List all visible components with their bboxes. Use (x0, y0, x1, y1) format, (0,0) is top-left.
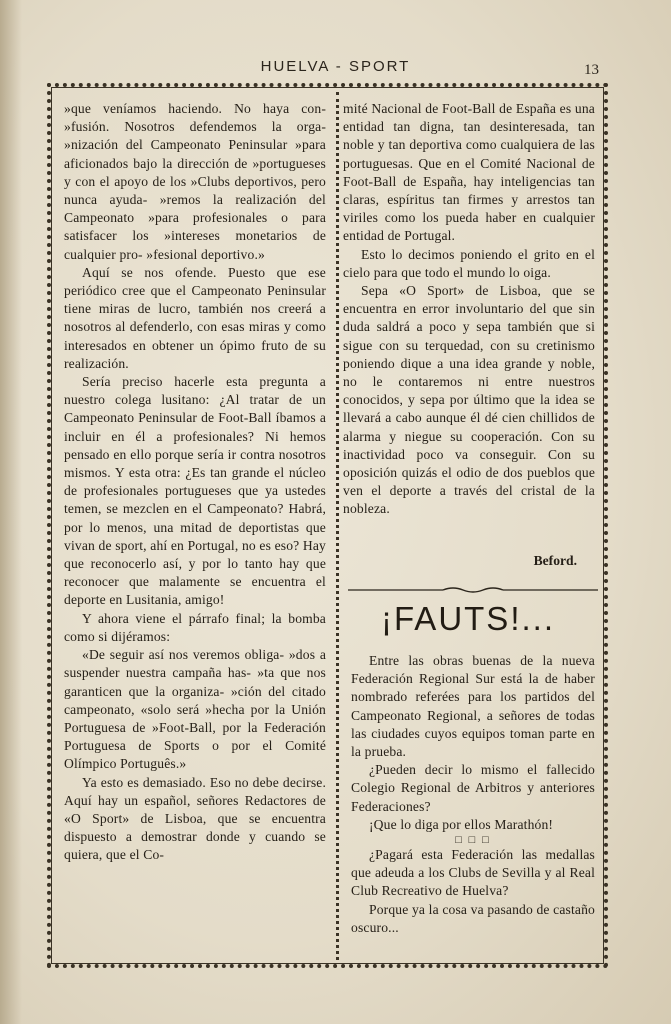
page-number: 13 (584, 62, 599, 78)
right-column (343, 100, 595, 519)
paragraph: mité Nacional de Foot-Ball de España es una entidad tan digna, tan desinteresada, tan noble y tan deportiva como cualquiera de las portuguesas. Que en el Comité Nacional de Foot-Ball de España, hay inteligencias tan claras, espíritus tan firmes y arrestos tan viriles como los pueda haber en cualquier entidad de Portugal. (343, 101, 595, 244)
section-separator (348, 587, 598, 593)
paragraph: ¡Que lo diga por ellos Marathón! (369, 816, 554, 832)
paragraph: »que veníamos haciendo. No haya con- »fusión. Nosotros defendemos la orga- »nización del Campeonato Peninsular »para aficionados bajo la dirección de »portugueses y con el apoyo de los »Clubs deportivos, pero nunca ayuda- »remos la realización del Campeonato »para profesionales o para satisfacer los »intereses monetarios de cualquier pro- »fesional deportivo.» (64, 101, 326, 262)
paragraph: Porque ya la cosa va pasando de castaño oscuro... (351, 901, 595, 935)
author-signature: Beford. (533, 553, 577, 568)
section-title: ¡FAUTS!... (380, 600, 555, 637)
paragraph: Y ahora viene el párrafo final; la bomba como si dijéramos: (64, 610, 326, 644)
paragraph: Sería preciso hacerle esta pregunta a nuestro colega lusitano: ¿Al tratar de un Campeonato Peninsular de Foot-Ball íbamos a incluir en él a profesionales? Ni hemos pensado en ello porque sería ir contra nosotros mismos. Y esta otra: ¿Es tan grande el núcleo de profesionales portugueses que ya ustedes temen, se mezclen en el Campeonato? Habrá, por lo menos, una mitad de deportistas que vivan de sport, ahí en Portugal, no es eso? Hay que reconocerlo así, y por lo tanto hay que reconocer que malamente se encuentra el deporte en Lusitania, amigo! (64, 374, 326, 608)
binding-shadow (0, 0, 22, 1024)
quoted-paragraph: «De seguir así nos veremos obliga- »dos a suspender nuestra campaña has- »ta que nos garanticen que la organiza- »ción del citado campeonato, «solo será »hecha por la Unión Portuguesa de »Foot-Ball, por la Federación Portuguesa de Sports o por el Comité Olímpico Português.» (64, 647, 326, 772)
paragraph: Ya esto es demasiado. Eso no debe decirse. Aquí hay un español, señores Redactores de «O Sport» de Lisboa, que se encuentra dispuesto a demostrar donde y cuando se quiera, que el Co- (64, 774, 326, 863)
faults-article (351, 652, 595, 937)
paragraph: Esto lo decimos poniendo el grito en el cielo para que todo el mundo lo oiga. (343, 246, 595, 280)
column-divider (336, 92, 339, 960)
left-column (64, 100, 326, 865)
paragraph: ¿Pueden decir lo mismo el fallecido Colegio Regional de Arbitros y anteriores Federaciones? (351, 762, 595, 814)
paragraph: Aquí se nos ofende. Puesto que ese periódico cree que el Campeonato Peninsular tiene miras de lucro, también nos creerá a nosotros al defenderlo, con esas miras y como interesados en obtener un ópimo fruto de su realización. (64, 264, 326, 371)
ornament-squares: □ □ □ (455, 834, 491, 847)
paragraph: ¿Pagará esta Federación las medallas que adeuda a los Clubs de Sevilla y al Real Club Recreativo de Huelva? (351, 847, 595, 899)
running-header: HUELVA - SPORT (260, 58, 411, 75)
paragraph: Sepa «O Sport» de Lisboa, que se encuentra en error involuntario del que sin duda saldrá a poco y sepa también que si sigue con su terquedad, con su cretinismo poniendo dique a una idea grande y noble, no le contaremos ni entre nuestros conocidos, y sepa por último que la idea se llevará a cabo aunque él dé cien chillidos de alarma y niegue su cooperación. Con su inactividad poco va conseguir. Con su oposición quizás el odio de dos pueblos que ven el deporte a través del cristal de la nobleza. (343, 283, 595, 517)
paragraph: Entre las obras buenas de la nueva Federación Regional Sur está la de haber nombrado referées para los partidos del Campeonato Regional, a señores de todas las ciudades cuyos equipos toman parte en la prueba. (351, 653, 595, 760)
